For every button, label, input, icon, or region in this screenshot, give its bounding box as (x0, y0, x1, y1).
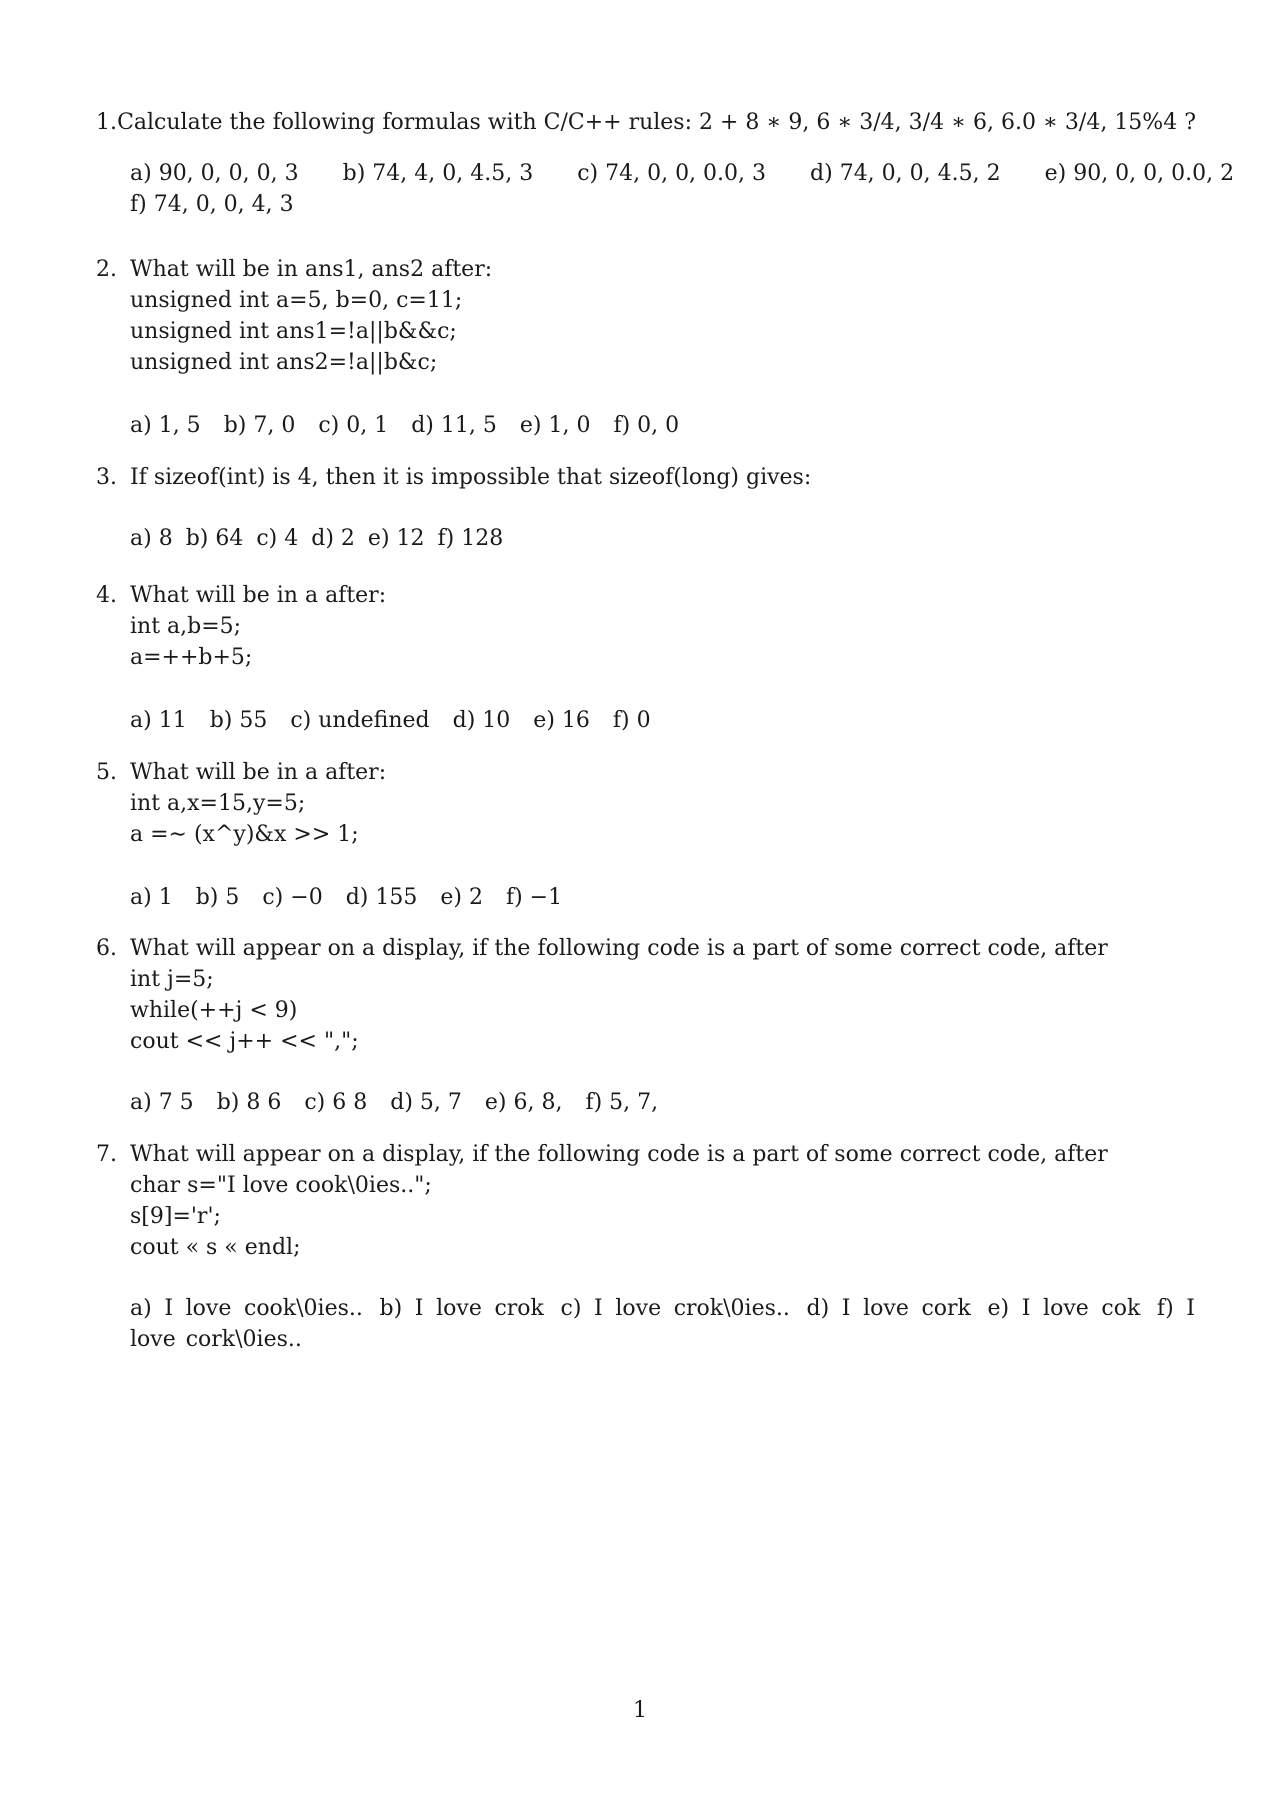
option-d: d) 5, 7 (390, 1090, 462, 1115)
code-line: a =∼ (x^y)&x >> 1; (130, 822, 359, 847)
code-line: int a,b=5; (130, 614, 242, 639)
option-e: e) 90, 0, 0, 0.0, 2 (1044, 161, 1235, 186)
question-7 (96, 1139, 1196, 1355)
question-number: 4. (96, 583, 117, 608)
option-e: e) 6, 8, (484, 1090, 563, 1115)
option-d: d) I love cork (806, 1296, 971, 1321)
question-text: What will appear on a display, if the following code is a part of some correct code, after (130, 1142, 1108, 1167)
option-e: e) 2 (440, 885, 483, 910)
question-number: 1. (96, 110, 117, 135)
question-text: If sizeof(int) is 4, then it is impossible that sizeof(long) gives: (130, 465, 812, 490)
option-c: c) 0, 1 (318, 413, 389, 438)
option-b: b) 8 6 (216, 1090, 282, 1115)
option-e: e) 16 (533, 708, 590, 733)
question-text: Calculate the following formulas with C/C++ rules: 2 + 8 ∗ 9, 6 ∗ 3/4, 3/4 ∗ 6, 6.0 ∗ 3/4, 15%4 ? (117, 110, 1196, 135)
option-d: d) 74, 0, 0, 4.5, 2 (810, 161, 1001, 186)
question-number: 6. (96, 936, 117, 961)
code-line: unsigned int ans1=!a||b&&c; (130, 319, 457, 344)
code-line: int a,x=15,y=5; (130, 791, 306, 816)
option-f: f) 5, 7, (585, 1090, 659, 1115)
code-line: cout << j++ << ","; (130, 1029, 359, 1054)
option-c: c) I love crok\0ies.. (560, 1296, 790, 1321)
page-number: 1 (633, 1698, 647, 1723)
question-number: 7. (96, 1142, 117, 1167)
option-d: d) 11, 5 (411, 413, 497, 438)
question-1 (96, 107, 1235, 220)
option-c: c) 74, 0, 0, 0.0, 3 (577, 161, 767, 186)
code-line: char s="I love cook\0ies.."; (130, 1173, 432, 1198)
option-a: a) 11 (130, 708, 187, 733)
code-line: unsigned int ans2=!a||b&c; (130, 350, 438, 375)
question-text: What will be in ans1, ans2 after: (130, 257, 493, 282)
code-line: s[9]='r'; (130, 1204, 221, 1229)
option-d: d) 10 (452, 708, 511, 733)
option-a: a) I love cook\0ies.. (130, 1296, 363, 1321)
question-number: 5. (96, 760, 117, 785)
answer-options (130, 410, 1196, 441)
option-f: f) 0, 0 (613, 413, 680, 438)
option-a: a) 90, 0, 0, 0, 3 (130, 161, 299, 186)
option-b: b) 5 (195, 885, 240, 910)
question-number: 2. (96, 257, 117, 282)
code-line: a=++b+5; (130, 645, 253, 670)
option-f: f) −1 (505, 885, 563, 910)
option-b: b) 64 (185, 526, 244, 551)
option-e: e) 1, 0 (519, 413, 591, 438)
option-c: c) 6 8 (304, 1090, 368, 1115)
option-a: a) 8 (130, 526, 173, 551)
question-3 (96, 462, 1196, 554)
answer-options (130, 705, 1196, 736)
question-2 (96, 254, 1196, 441)
option-f: f) I love cork\0ies.. (130, 1296, 1195, 1352)
option-c: c) undefined (290, 708, 430, 733)
option-b: b) 55 (209, 708, 268, 733)
question-text: What will be in a after: (130, 583, 387, 608)
question-text: What will be in a after: (130, 760, 387, 785)
question-number: 3. (96, 465, 117, 490)
option-d: d) 155 (345, 885, 418, 910)
option-b: b) 7, 0 (223, 413, 296, 438)
option-b: b) 74, 4, 0, 4.5, 3 (342, 161, 534, 186)
option-d: d) 2 (311, 526, 355, 551)
code-line: cout « s « endl; (130, 1235, 301, 1260)
code-line: unsigned int a=5, b=0, c=11; (130, 288, 463, 313)
option-b: b) I love crok (379, 1296, 544, 1321)
answer-options (130, 523, 1196, 554)
question-6 (96, 933, 1196, 1118)
option-f: f) 74, 0, 0, 4, 3 (130, 192, 294, 217)
option-f: f) 128 (437, 526, 504, 551)
code-line: int j=5; (130, 967, 214, 992)
answer-options (130, 1087, 1196, 1118)
option-c: c) −0 (262, 885, 323, 910)
answer-options (130, 882, 1196, 913)
code-line: while(++j < 9) (130, 998, 298, 1023)
option-a: a) 1, 5 (130, 413, 201, 438)
option-e: e) I love cok (987, 1296, 1141, 1321)
question-5 (96, 757, 1196, 913)
answer-options (130, 1293, 1195, 1355)
option-c: c) 4 (256, 526, 299, 551)
option-e: e) 12 (367, 526, 425, 551)
option-a: a) 7 5 (130, 1090, 194, 1115)
question-text: What will appear on a display, if the following code is a part of some correct code, after (130, 936, 1108, 961)
answer-options (130, 158, 1235, 220)
option-a: a) 1 (130, 885, 173, 910)
question-4 (96, 580, 1196, 736)
option-f: f) 0 (612, 708, 651, 733)
